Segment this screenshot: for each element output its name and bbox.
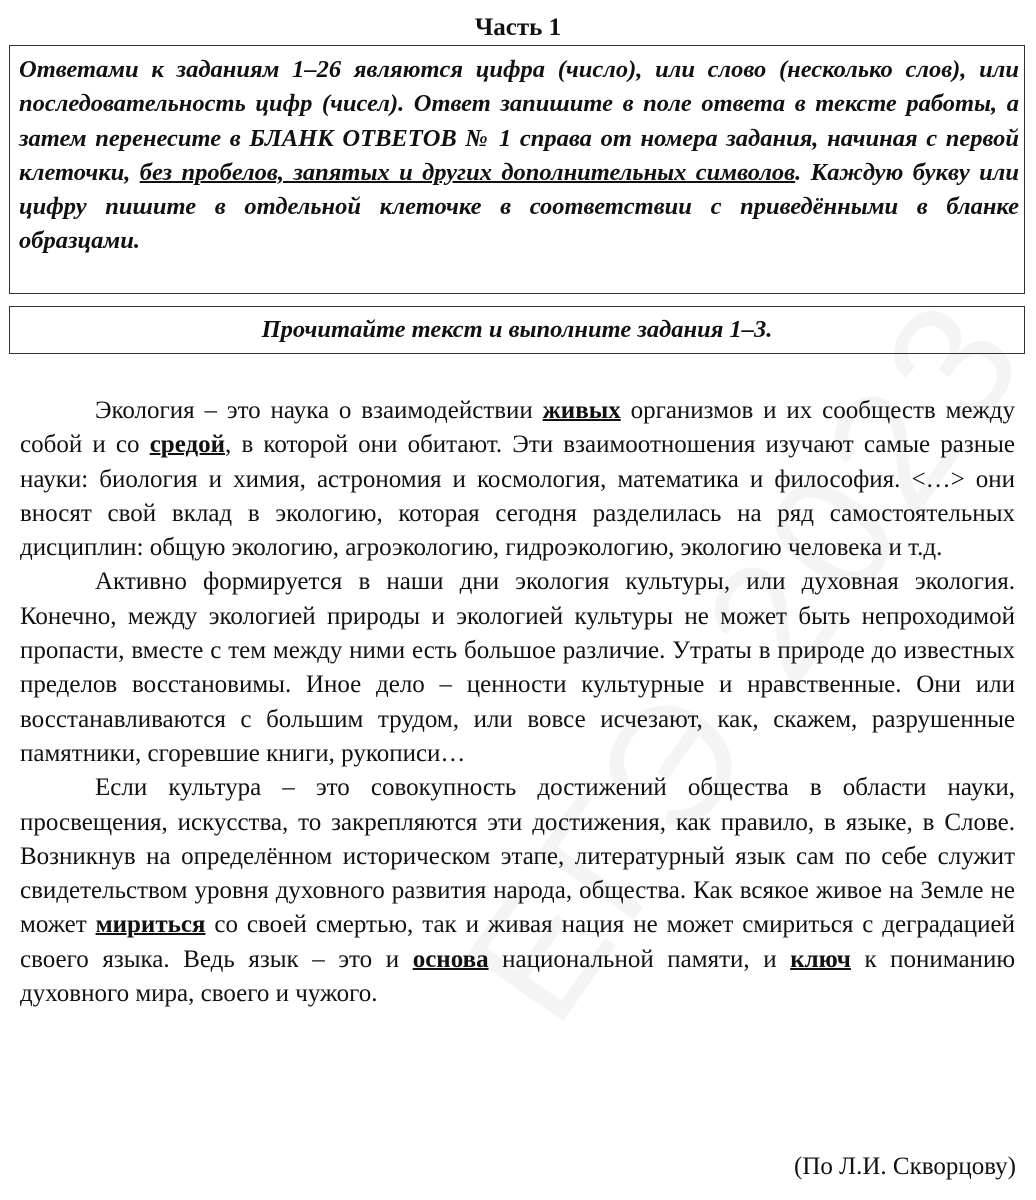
paragraph-1-part-a: Экология – это наука о взаимодействии	[95, 397, 543, 424]
instructions-text	[19, 53, 1019, 259]
instructions-text-start: Ответами к заданиям 1–26 являются цифра (число), или слово (несколько слов), или последовательность цифр (чисел). Ответ запишите в поле ответа в тексте работы, а затем перенесите в БЛАНК ОТВЕТОВ № 1 справа от номера задания, начиная с первой клеточки,	[19, 56, 1019, 186]
paragraph-3-part-d: к пониманию духовного мира, своего и чужого.	[20, 945, 1015, 1008]
reading-text	[20, 394, 1015, 1011]
instructions-underlined: без пробелов, запятых и других дополнительных символов	[139, 158, 796, 186]
paragraph-3-part-c: национальной памяти, и	[488, 945, 791, 973]
paragraph-3-part-a: Если культура – это совокупность достижений общества в области науки, просвещения, искусства, то закрепляются эти достижения, как правило, в языке, в Слове. Возникнув на определённом историческом этапе, литературный язык сам по себе служит свидетельством уровня духовного развития народа, общества. Как всякое живое на Земле не может	[20, 774, 1015, 939]
paragraph-1-part-b: организмов и их сообществ между собой и со	[20, 397, 1015, 459]
paragraph-1-part-c: , в которой они обитают. Эти взаимоотношения изучают самые разные науки: биология и химия, астрономия и космология, математика и философия. <…> они вносят свой вклад в экологию, которая сегодня разделилась на ряд самостоятельных дисциплин: общую экологию, агроэкологию, гидроэкологию, экологию человека и т.д.	[20, 431, 1016, 562]
paragraph-1	[20, 394, 1015, 565]
part-title: Часть 1	[474, 14, 562, 41]
task-prompt-box	[9, 306, 1025, 354]
keyword-osnova: основа	[412, 945, 489, 973]
keyword-miritsya: мириться	[95, 911, 206, 939]
instructions-text-end: . Каждую букву или цифру пишите в отдельной клеточке в соответствии с приведёнными в бланке образцами.	[19, 158, 1019, 255]
paragraph-3	[20, 771, 1015, 1011]
author-attribution: (По Л.И. Скворцову)	[794, 1153, 1016, 1180]
keyword-sredoi: средой	[149, 431, 226, 459]
paragraph-2: Активно формируется в наши дни экология культуры, или духовная экология. Конечно, между экологией природы и экологией культуры не может быть непроходимой пропасти, вместе с тем между ними есть большое различие. Утраты в природе до известных пределов восстановимы. Иное дело – ценности культурные и нравственные. Они или восстанавливаются с большим трудом, или вовсе исчезают, как, скажем, разрушенные памятники, сгоревшие книги, рукописи…	[20, 568, 1015, 767]
task-prompt: Прочитайте текст и выполните задания 1–3.	[261, 316, 773, 343]
keyword-zhivykh: живых	[542, 397, 621, 424]
paragraph-3-part-b: со своей смертью, так и живая нация не может смириться с деградацией своего языка. Ведь язык – это и	[20, 911, 1015, 973]
keyword-klyuch: ключ	[790, 945, 851, 973]
instructions-box	[9, 45, 1025, 294]
